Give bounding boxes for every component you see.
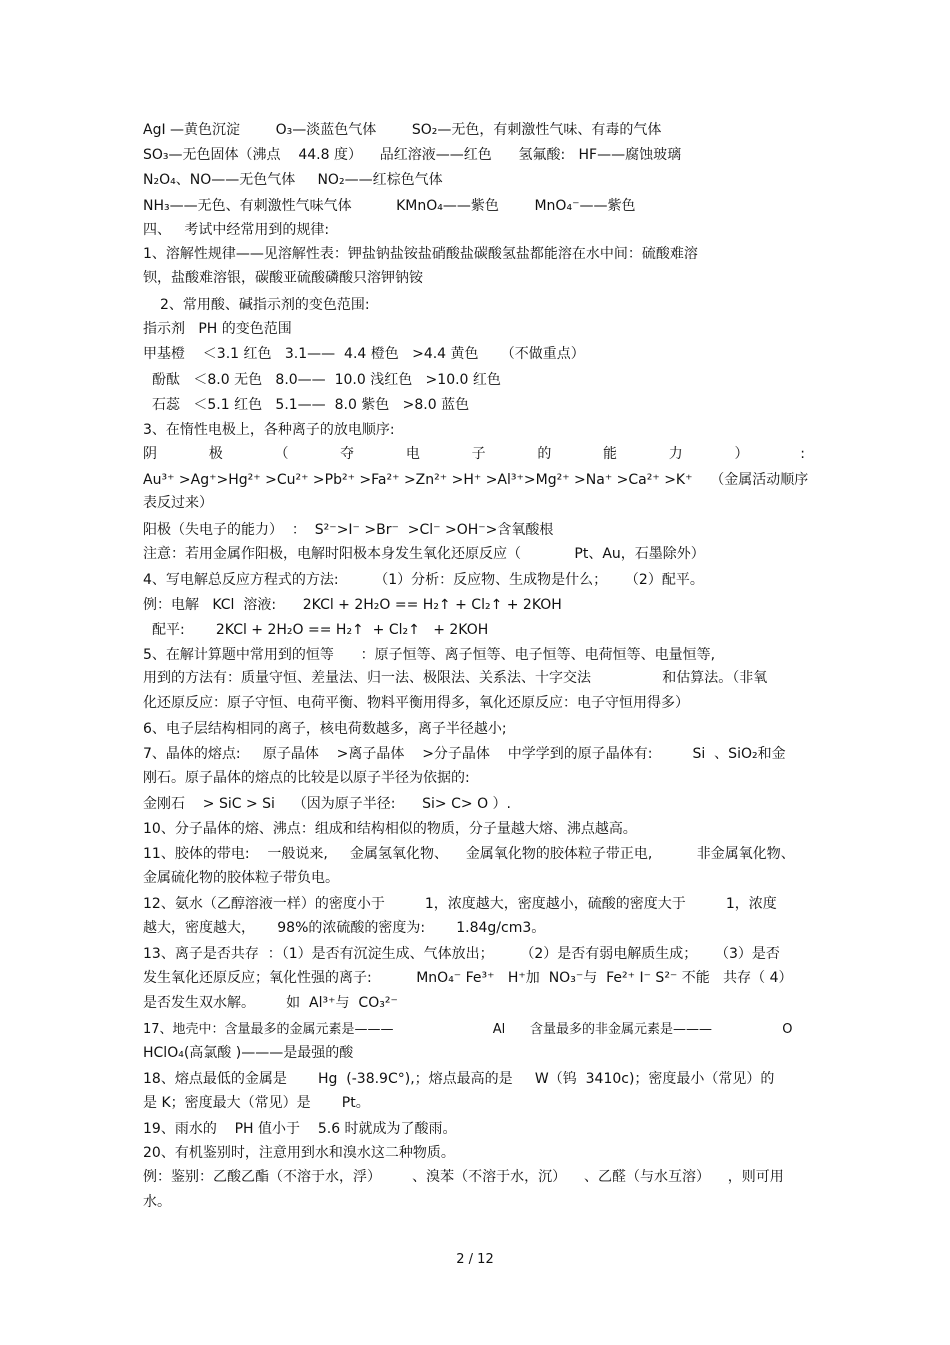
text-line: 12、氨水（乙醇溶液一样）的密度小于 1，浓度越大，密度越小，硫酸的密度大于 1，浓度 bbox=[143, 896, 777, 912]
text-line: 5、在解计算题中常用到的恒等 ：原子恒等、离子恒等、电子恒等、电荷恒等、电量恒等, bbox=[143, 647, 716, 663]
text-line: 18、熔点最低的金属是 Hg (-38.9C°),；熔点最高的是 W（钨 3410c)；密度最小（常见）的 bbox=[143, 1071, 775, 1087]
text-line: 13、离子是否共存 ：（1）是否有沉淀生成、气体放出； （2）是否有弱电解质生成； （3）是否 bbox=[143, 946, 780, 962]
justified-line: 阴 极 （ 夺 电 子 的 能 力 ） : bbox=[143, 446, 805, 462]
text-line: AgI —黄色沉淀 O₃—淡蓝色气体 SO₂—无色，有刺激性气味、有毒的气体 bbox=[143, 122, 662, 138]
page-number: 2 / 12 bbox=[456, 1252, 494, 1267]
text-line: SO₃—无色固体（沸点 44.8 度） 品红溶液——红色 氢氟酸: HF——腐蚀玻璃 bbox=[143, 147, 682, 163]
text-line: 注意：若用金属作阳极，电解时阳极本身发生氧化还原反应（ Pt、Au，石墨除外） bbox=[143, 546, 705, 562]
text-line: 4、写电解总反应方程式的方法: （1）分析：反应物、生成物是什么； （2）配平。 bbox=[143, 572, 704, 588]
text-line: 2、常用酸、碱指示剂的变色范围: bbox=[160, 297, 370, 313]
text-line: 金刚石 > SiC > Si （因为原子半径: Si> C> O ）. bbox=[143, 796, 511, 812]
text-line: 10、分子晶体的熔、沸点：组成和结构相似的物质，分子量越大熔、沸点越高。 bbox=[143, 821, 637, 837]
text-line: 阳极（失电子的能力） ： S²⁻>I⁻ >Br⁻ >Cl⁻ >OH⁻>含氧酸根 bbox=[143, 522, 554, 538]
text-line: Au³⁺ >Ag⁺>Hg²⁺ >Cu²⁺ >Pb²⁺ >Fa²⁺ >Zn²⁺ >H⁺ >Al³⁺>Mg²⁺ >Na⁺ >Ca²⁺ >K⁺ （金属活动顺序 bbox=[143, 472, 809, 488]
text-line: 表反过来） bbox=[143, 495, 213, 511]
text-line: 石蕊 ＜5.1 红色 5.1—— 8.0 紫色 >8.0 蓝色 bbox=[152, 397, 470, 413]
text-line: 例：电解 KCl 溶液: 2KCl + 2H₂O == H₂↑ + Cl₂↑ + 2KOH bbox=[143, 597, 562, 613]
text-line: 17、地壳中：含量最多的金属元素是——— Al 含量最多的非金属元素是——— O bbox=[143, 1022, 793, 1037]
text-line: 1、溶解性规律——见溶解性表：钾盐钠盐铵盐硝酸盐碳酸氢盐都能溶在水中间：硫酸难溶 bbox=[143, 246, 698, 262]
text-line: 刚石。原子晶体的熔点的比较是以原子半径为依据的: bbox=[143, 770, 470, 786]
text-line: 11、胶体的带电: 一般说来, 金属氢氧化物、 金属氧化物的胶体粒子带正电, 非金属氧化物、 bbox=[143, 846, 795, 862]
text-line: 是 K；密度最大（常见）是 Pt。 bbox=[143, 1095, 370, 1111]
text-line: 指示剂 PH 的变色范围 bbox=[143, 321, 292, 337]
text-line: 金属硫化物的胶体粒子带负电。 bbox=[143, 870, 339, 886]
text-line: 19、雨水的 PH 值小于 5.6 时就成为了酸雨。 bbox=[143, 1121, 457, 1137]
text-line: 越大，密度越大， 98%的浓硫酸的密度为: 1.84g/cm3。 bbox=[143, 920, 546, 936]
section-heading: 四、 考试中经常用到的规律: bbox=[143, 222, 330, 238]
text-line: 是否发生双水解。 如 Al³⁺与 CO₃²⁻ bbox=[143, 995, 398, 1011]
text-line: 化还原反应：原子守恒、电荷平衡、物料平衡用得多，氧化还原反应：电子守恒用得多） bbox=[143, 695, 689, 711]
text-line: 7、晶体的熔点: 原子晶体 >离子晶体 >分子晶体 中学学到的原子晶体有: Si 、SiO₂和金 bbox=[143, 746, 786, 762]
text-line: 水。 bbox=[143, 1194, 171, 1210]
text-line: 甲基橙 ＜3.1 红色 3.1—— 4.4 橙色 >4.4 黄色 （不做重点） bbox=[143, 346, 585, 362]
text-line: 用到的方法有：质量守恒、差量法、归一法、极限法、关系法、十字交法 和估算法。（非氧 bbox=[143, 670, 768, 686]
text-line: N₂O₄、NO——无色气体 NO₂——红棕色气体 bbox=[143, 172, 443, 188]
text-line: 配平: 2KCl + 2H₂O == H₂↑ + Cl₂↑ + 2KOH bbox=[152, 622, 489, 638]
text-line: 酚酞 ＜8.0 无色 8.0—— 10.0 浅红色 >10.0 红色 bbox=[152, 372, 501, 388]
text-line: HClO₄(高氯酸 )———是最强的酸 bbox=[143, 1045, 354, 1061]
text-line: 6、电子层结构相同的离子，核电荷数越多，离子半径越小; bbox=[143, 721, 507, 737]
text-line: 钡，盐酸难溶银，碳酸亚硫酸磷酸只溶钾钠铵 bbox=[143, 270, 423, 286]
text-line: NH₃——无色、有刺激性气味气体 KMnO₄——紫色 MnO₄⁻——紫色 bbox=[143, 198, 636, 214]
text-line: 3、在惰性电极上，各种离子的放电顺序: bbox=[143, 422, 395, 438]
text-line: 发生氧化还原反应；氧化性强的离子: MnO₄⁻ Fe³⁺ H⁺加 NO₃⁻与 Fe²⁺ I⁻ S²⁻ 不能 共存（ 4） bbox=[143, 970, 793, 986]
text-line: 20、有机鉴别时，注意用到水和溴水这二种物质。 bbox=[143, 1145, 455, 1161]
text-line: 例：鉴别：乙酸乙酯（不溶于水，浮） 、溴苯（不溶于水，沉） 、乙醛（与水互溶） ，则可用 bbox=[143, 1169, 784, 1185]
